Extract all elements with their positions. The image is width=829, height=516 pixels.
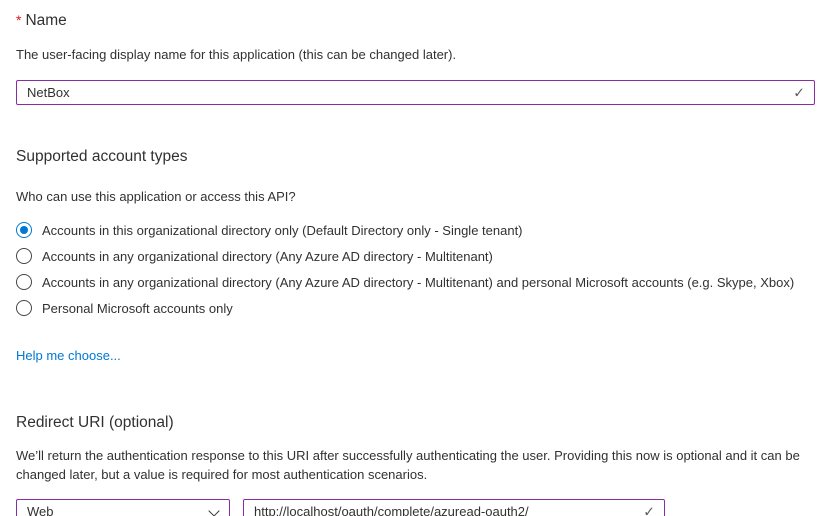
account-types-question: Who can use this application or access this API? (16, 189, 296, 204)
platform-select-value: Web (27, 504, 54, 516)
account-types-radio-group (16, 217, 814, 321)
radio-option-multitenant[interactable] (16, 243, 814, 269)
checkmark-icon: ✓ (793, 83, 805, 100)
radio-option-multitenant-personal[interactable] (16, 269, 814, 295)
radio-option-label: Accounts in any organizational directory (Any Azure AD directory - Multitenant) and personal Microsoft accounts (e.g. Skype, Xbox) (42, 274, 795, 290)
redirect-uri-input-container (243, 499, 665, 516)
radio-button-icon[interactable] (16, 300, 32, 316)
help-me-choose-link[interactable]: Help me choose... (16, 348, 121, 363)
radio-option-personal-only[interactable] (16, 295, 814, 321)
radio-option-label: Accounts in this organizational directory only (Default Directory only - Single tenant) (42, 222, 523, 238)
radio-option-single-tenant[interactable] (16, 217, 814, 243)
name-label: Name (25, 12, 67, 29)
account-types-title: Supported account types (16, 148, 188, 165)
radio-option-label: Accounts in any organizational directory (Any Azure AD directory - Multitenant) (42, 248, 493, 264)
redirect-uri-input[interactable] (244, 500, 664, 516)
required-marker: * (16, 12, 22, 28)
platform-select[interactable] (16, 499, 230, 516)
checkmark-icon: ✓ (643, 502, 655, 516)
redirect-uri-description: We’ll return the authentication response to this URI after successfully authenticating the user. Providing this now is optional and it can be changed later, but a value is required for most authentication scenarios. (16, 448, 800, 482)
chevron-down-icon (208, 505, 219, 516)
name-input-container (16, 80, 815, 105)
redirect-uri-title: Redirect URI (optional) (16, 414, 174, 431)
name-section-title (16, 11, 814, 30)
radio-button-icon[interactable] (16, 274, 32, 290)
name-input[interactable] (17, 81, 814, 104)
radio-button-icon[interactable] (16, 248, 32, 264)
name-description: The user-facing display name for this application (this can be changed later). (16, 47, 457, 62)
radio-option-label: Personal Microsoft accounts only (42, 300, 233, 316)
redirect-uri-row (16, 499, 814, 516)
radio-button-icon[interactable] (16, 222, 32, 238)
